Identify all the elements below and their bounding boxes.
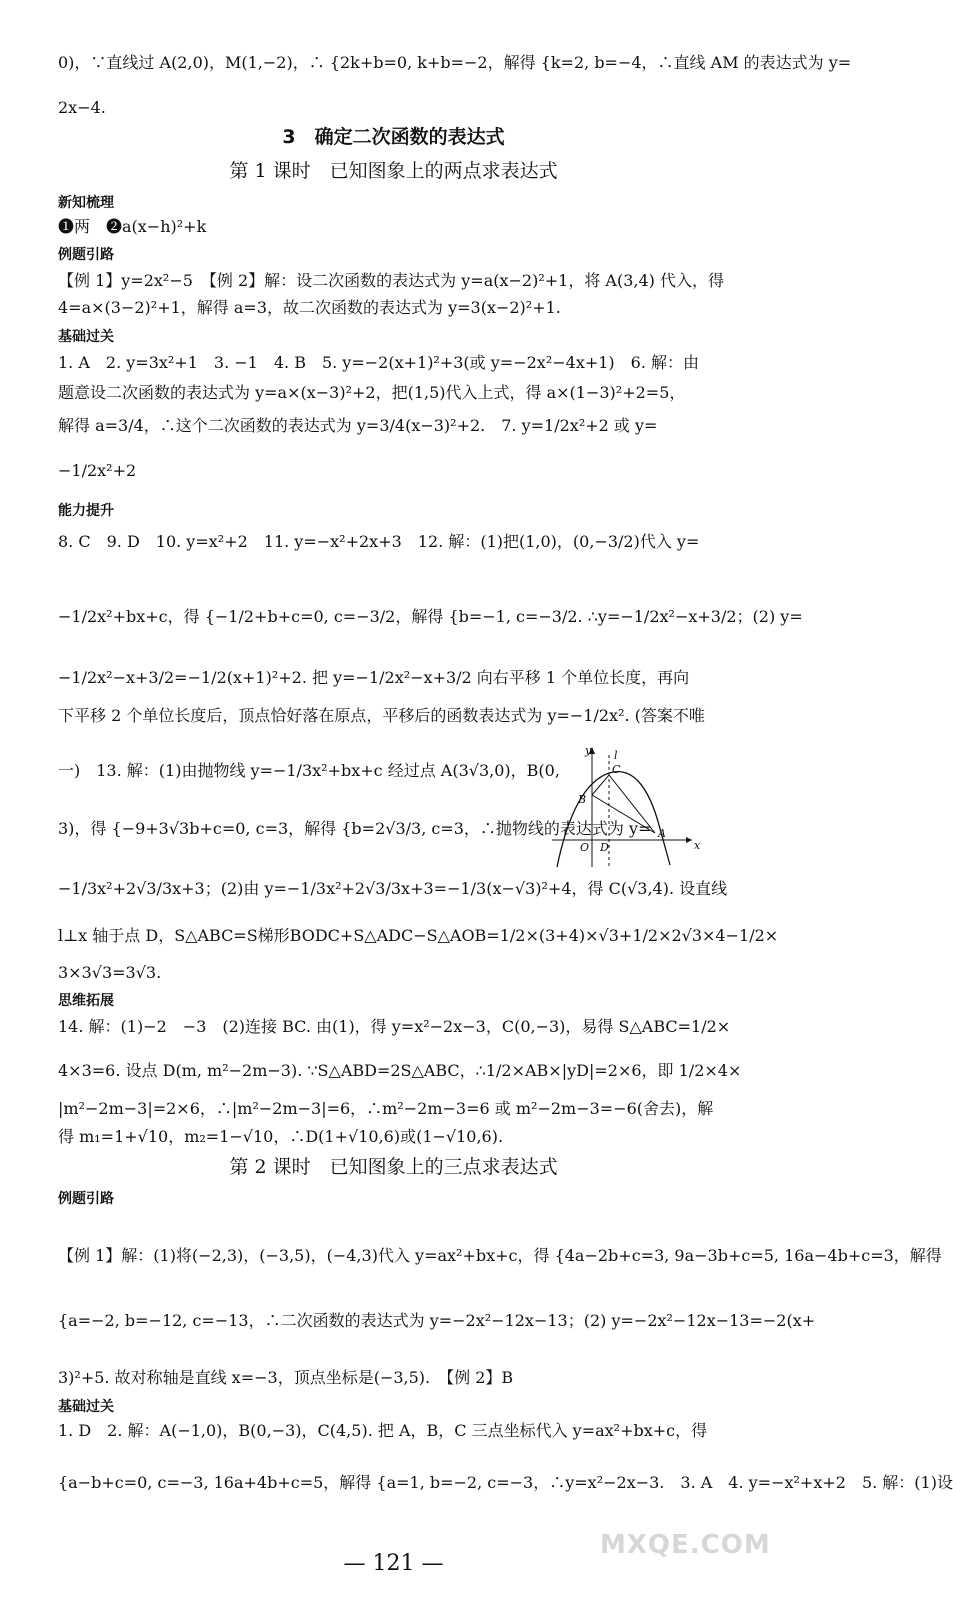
text-line: 题意设二次函数的表达式为 y=a×(x−3)²+2，把(1,5)代入上式，得 a×(1−3)²+2=5， xyxy=(58,383,686,402)
label-c: C xyxy=(612,763,621,776)
text-line: 2x−4. xyxy=(58,98,106,117)
text-line: 【例 1】y=2x²−5 【例 2】解：设二次函数的表达式为 y=a(x−2)²+1，将 A(3,4) 代入，得 xyxy=(58,271,725,290)
section-heading: 思维拓展 xyxy=(58,993,114,1009)
text-line: 3×3√3=3√3. xyxy=(58,963,162,982)
label-a: A xyxy=(658,827,666,840)
parabola-curve xyxy=(557,772,670,867)
section-heading: 基础过关 xyxy=(58,329,114,345)
text-line: 【例 1】解：(1)将(−2,3)，(−3,5)，(−4,3)代入 y=ax²+bx+c，得 {4a−2b+c=3, 9a−3b+c=5, 16a−4b+c=3，解得 xyxy=(58,1246,942,1265)
triangle-abc xyxy=(592,775,655,833)
text-line: 4×3=6. 设点 D(m, m²−2m−3). ∵S△ABD=2S△ABC，∴1/2×AB×|yD|=2×6，即 1/2×4× xyxy=(58,1061,742,1080)
text-line: 4=a×(3−2)²+1，解得 a=3，故二次函数的表达式为 y=3(x−2)²+1. xyxy=(58,298,561,317)
section-heading: 基础过关 xyxy=(58,1399,114,1415)
text-line: −1/3x²+2√3/3x+3；(2)由 y=−1/3x²+2√3/3x+3=−1/3(x−√3)²+4，得 C(√3,4). 设直线 xyxy=(58,879,728,898)
text-line: 解得 a=3/4，∴这个二次函数的表达式为 y=3/4(x−3)²+2. 7. y=1/2x²+2 或 y= xyxy=(58,416,658,435)
section-title: 3 确定二次函数的表达式 xyxy=(282,126,505,148)
text-line: −1/2x²+bx+c，得 {−1/2+b+c=0, c=−3/2，解得 {b=−1, c=−3/2. ∴y=−1/2x²−x+3/2；(2) y= xyxy=(58,607,803,626)
label-d: D xyxy=(600,841,609,854)
page-number: — 121 — xyxy=(343,1551,444,1576)
text-line: 1. A 2. y=3x²+1 3. −1 4. B 5. y=−2(x+1)²+3(或 y=−2x²−4x+1) 6. 解：由 xyxy=(58,353,700,372)
text-line: {a−b+c=0, c=−3, 16a+4b+c=5，解得 {a=1, b=−2, c=−3，∴y=x²−2x−3. 3. A 4. y=−x²+x+2 5. 解：(1)设 xyxy=(58,1473,953,1492)
text-line: 一) 13. 解：(1)由抛物线 y=−1/3x²+bx+c 经过点 A(3√3,0)，B(0, xyxy=(58,761,560,780)
text-line: 下平移 2 个单位长度后，顶点恰好落在原点，平移后的函数表达式为 y=−1/2x². (答案不唯 xyxy=(58,706,705,725)
label-l: l xyxy=(614,749,618,762)
section-heading: 能力提升 xyxy=(58,503,114,519)
text-line: ❶两 ❷a(x−h)²+k xyxy=(58,217,207,236)
lesson-title: 第 1 课时 已知图象上的两点求表达式 xyxy=(229,160,558,182)
watermark: MXQE.COM xyxy=(600,1530,771,1560)
label-x: x xyxy=(694,839,701,852)
text-line: 得 m₁=1+√10，m₂=1−√10，∴D(1+√10,6)或(1−√10,6). xyxy=(58,1127,504,1146)
section-heading: 新知梳理 xyxy=(58,195,114,211)
text-line: −1/2x²+2 xyxy=(58,461,137,480)
label-y: y xyxy=(585,744,592,757)
parabola-figure xyxy=(552,745,702,870)
section-heading: 例题引路 xyxy=(58,1191,114,1207)
text-line: −1/2x²−x+3/2=−1/2(x+1)²+2. 把 y=−1/2x²−x+3/2 向右平移 1 个单位长度，再向 xyxy=(58,668,690,687)
lesson-title: 第 2 课时 已知图象上的三点求表达式 xyxy=(229,1156,558,1178)
x-axis-arrow xyxy=(686,837,692,843)
text-line: {a=−2, b=−12, c=−13，∴二次函数的表达式为 y=−2x²−12x−13；(2) y=−2x²−12x−13=−2(x+ xyxy=(58,1311,816,1330)
text-line: 3)²+5. 故对称轴是直线 x=−3，顶点坐标是(−3,5). 【例 2】B xyxy=(58,1368,514,1387)
text-line: |m²−2m−3|=2×6，∴|m²−2m−3|=6，∴m²−2m−3=6 或 m²−2m−3=−6(舍去)，解 xyxy=(58,1099,714,1118)
label-o: O xyxy=(580,841,590,854)
text-line: l⊥x 轴于点 D，S△ABC=S梯形BODC+S△ADC−S△AOB=1/2×(3+4)×√3+1/2×2√3×4−1/2× xyxy=(58,926,779,945)
label-b: B xyxy=(578,793,587,806)
text-line: 8. C 9. D 10. y=x²+2 11. y=−x²+2x+3 12. 解：(1)把(1,0)，(0,−3/2)代入 y= xyxy=(58,532,700,551)
text-line: 1. D 2. 解：A(−1,0)，B(0,−3)，C(4,5). 把 A，B，C 三点坐标代入 y=ax²+bx+c，得 xyxy=(58,1421,708,1440)
text-line: 14. 解：(1)−2 −3 (2)连接 BC. 由(1)，得 y=x²−2x−3，C(0,−3)，易得 S△ABC=1/2× xyxy=(58,1017,731,1036)
section-heading: 例题引路 xyxy=(58,247,114,263)
text-line: 0)，∵直线过 A(2,0)，M(1,−2)，∴ {2k+b=0, k+b=−2，解得 {k=2, b=−4，∴直线 AM 的表达式为 y= xyxy=(58,53,852,72)
text-line: 3)，得 {−9+3√3b+c=0, c=3，解得 {b=2√3/3, c=3，∴抛物线的表达式为 y= xyxy=(58,819,652,838)
